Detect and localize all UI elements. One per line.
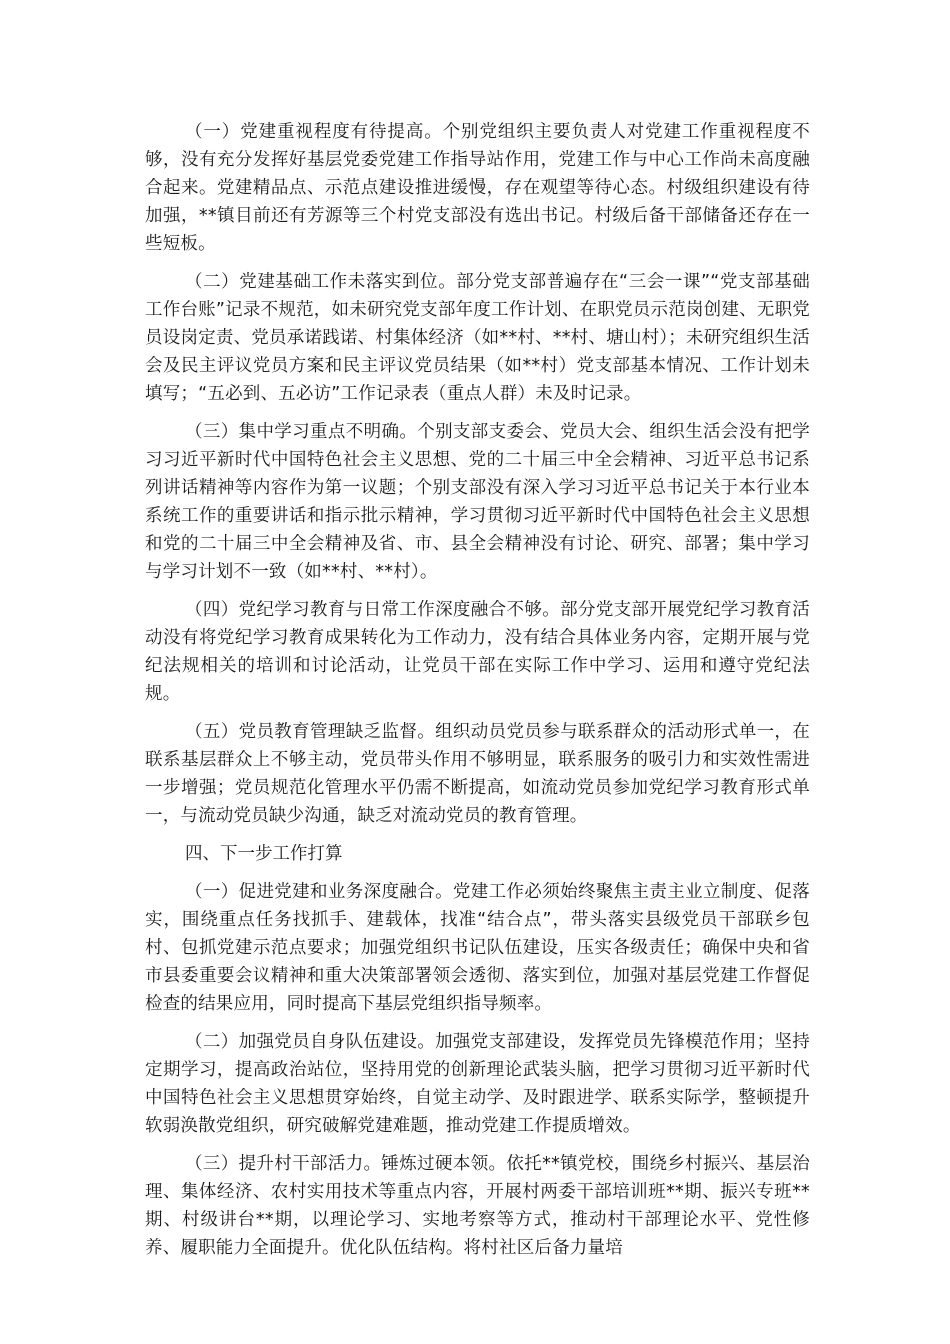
paragraph-village-cadres: （三）提升村干部活力。锤炼过硬本领。依托**镇党校，围绕乡村振兴、基层治理、集体经济、农村实用技术等重点内容，开展村两委干部培训班**期、振兴专班**期、村级讲台**期，以理论学习、实地考察等方式，推动村干部理论水平、党性修养、履职能力全面提升。优化队伍结构。将村社区后备力量培 — [145, 1154, 810, 1258]
paragraph-team-building: （二）加强党员自身队伍建设。加强党支部建设，发挥党员先锋模范作用；坚持定期学习，提高政治站位，坚持用党的创新理论武装头脑，把学习贯彻习近平新时代中国特色社会主义思想贯穿始终，自觉主动学、及时跟进学、联系实际学，整顿提升软弱涣散党组织，研究破解党建难题，推动党建工作提质增效。 — [145, 1032, 810, 1136]
paragraph-discipline-education: （四）党纪学习教育与日常工作深度融合不够。部分党支部开展党纪学习教育活动没有将党纪学习教育成果转化为工作动力，没有结合具体业务内容，定期开展与党纪法规相关的培训和讨论活动，让党员干部在实际工作中学习、运用和遵守党纪法规。 — [145, 600, 810, 704]
paragraph-centralized-study: （三）集中学习重点不明确。个别支部支委会、党员大会、组织生活会没有把学习习近平新时代中国特色社会主义思想、党的二十届三中全会精神、习近平总书记系列讲话精神等内容作为第一议题；个别支部没有深入学习习近平总书记关于本行业本系统工作的重要讲话和指示批示精神，学习贯彻习近平新时代中国特色社会主义思想和党的二十届三中全会精神及省、市、县全会精神没有讨论、研究、部署；集中学习与学习计划不一致（如**村、**村）。 — [145, 422, 810, 582]
paragraph-basic-work: （二）党建基础工作未落实到位。部分党支部普遍存在“三会一课”“党支部基础工作台账”记录不规范，如未研究党支部年度工作计划、在职党员示范岗创建、无职党员设岗定责、党员承诺践诺、村集体经济（如**村、**村、塘山村）；未研究组织生活会及民主评议党员方案和民主评议党员结果（如**村）党支部基本情况、工作计划未填写；“五必到、五必访”工作记录表（重点人群）未及时记录。 — [145, 272, 810, 404]
document-page — [145, 118, 810, 1272]
section-heading-next-steps: 四、下一步工作打算 — [185, 844, 343, 864]
paragraph-party-building-emphasis: （一）党建重视程度有待提高。个别党组织主要负责人对党建工作重视程度不够，没有充分发挥好基层党委党建工作指导站作用，党建工作与中心工作尚未高度融合起来。党建精品点、示范点建设推进缓慢，存在观望等待心态。村级组织建设有待加强，**镇目前还有芳源等三个村党支部没有选出书记。村级后备干部储备还存在一些短板。 — [145, 122, 810, 254]
paragraph-member-management: （五）党员教育管理缺乏监督。组织动员党员参与联系群众的活动形式单一，在联系基层群众上不够主动，党员带头作用不够明显，联系服务的吸引力和实效性需进一步增强；党员规范化管理水平仍需不断提高，如流动党员参加党纪学习教育形式单一，与流动党员缺少沟通，缺乏对流动党员的教育管理。 — [145, 722, 810, 826]
paragraph-integration: （一）促进党建和业务深度融合。党建工作必须始终聚焦主责主业立制度、促落实，围绕重点任务找抓手、建载体，找准“结合点”，带头落实县级党员干部联乡包村、包抓党建示范点要求；加强党组织书记队伍建设，压实各级责任；确保中央和省市县委重要会议精神和重大决策部署领会透彻、落实到位，加强对基层党建工作督促检查的结果应用，同时提高下基层党组织指导频率。 — [145, 882, 810, 1014]
